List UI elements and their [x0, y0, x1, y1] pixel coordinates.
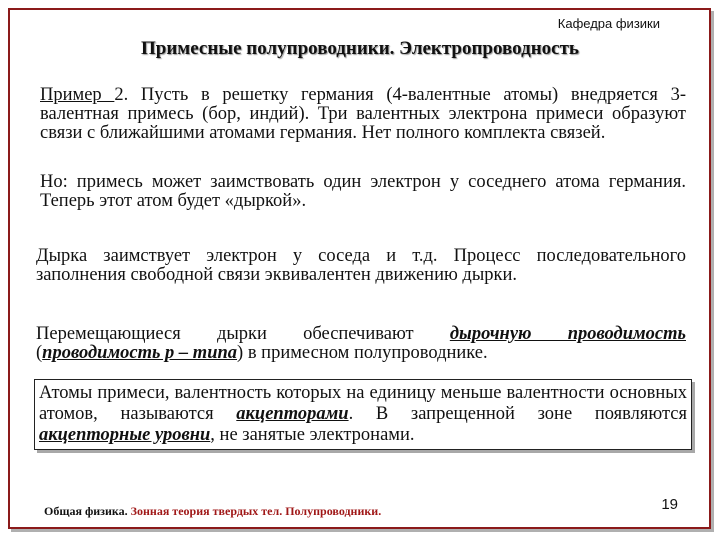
definition-box: [34, 379, 692, 450]
def-text-3: , не занятые электронами.: [210, 425, 415, 445]
slide-title: Примесные полупроводники. Электропроводность: [141, 38, 579, 59]
borrow-paragraph: Но: примесь может заимствовать один электрон у соседнего атома германия. Теперь этот атом будет «дыркой».: [40, 172, 686, 211]
term-acceptor-levels: акцепторные уровни: [39, 425, 211, 445]
footer: [44, 504, 381, 519]
p4-text-2: (: [36, 343, 43, 363]
p4-text-3: ) в примесном полупроводнике.: [237, 343, 488, 363]
page-number: 19: [661, 496, 678, 513]
example-text: . Пусть в решетку германия (4-валентные атомы) внедряется 3-валентная примесь (бор, индий). Три валентных электрона примеси образуют связи с ближайшими атомами германия. Нет полного комплекта связей.: [40, 85, 686, 143]
footer-topic: Зонная теория твердых тел. Полупроводники.: [127, 504, 382, 518]
department-label: Кафедра физики: [557, 16, 660, 31]
term-hole-conductivity: дырочную проводимость: [449, 324, 686, 344]
p4-text-1: Перемещающиеся дырки обеспечивают: [36, 324, 450, 344]
example-paragraph: [40, 86, 686, 143]
def-text-2: . В запрещенной зоне появляются: [348, 404, 687, 424]
example-number: 2: [114, 85, 124, 105]
term-acceptors: акцепторами: [236, 404, 349, 424]
hole-motion-paragraph: Дырка заимствует электрон у соседа и т.д. Процесс последовательного заполнения свободной связи эквивалентен движению дырки.: [36, 246, 686, 285]
example-label: Пример: [40, 85, 115, 105]
footer-course: Общая физика.: [44, 504, 128, 518]
term-p-type: проводимость р – типа: [42, 343, 238, 363]
hole-conduction-paragraph: [36, 325, 686, 363]
def-text-1: Атомы примеси, валентность которых на единицу меньше валентности основных атомов, называются: [39, 383, 687, 424]
